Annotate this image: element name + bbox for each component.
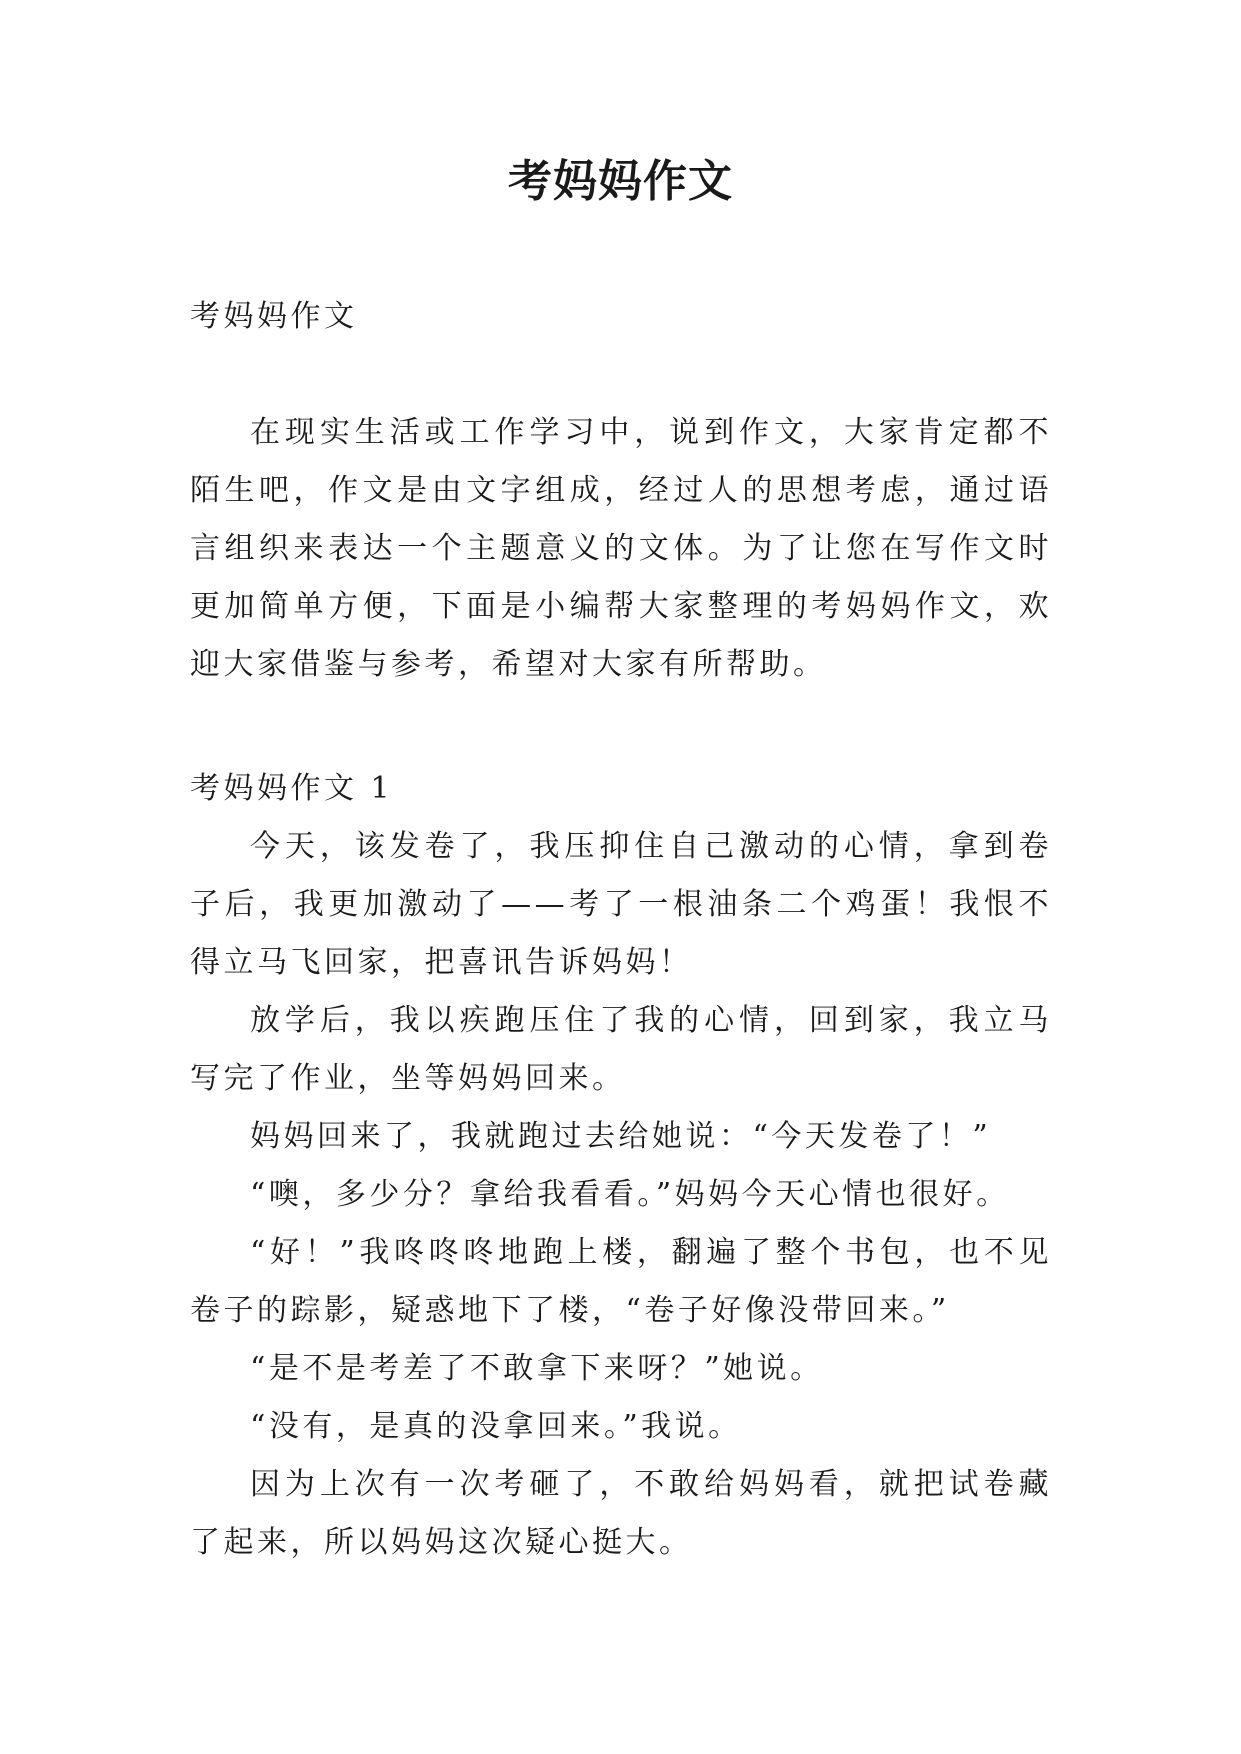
paragraph: “好！”我咚咚咚地跑上楼，翻遍了整个书包，也不见卷子的踪影，疑惑地下了楼，“卷子好像没带回来。” [190,1235,1052,1328]
paragraph: “噢，多少分？拿给我看看。”妈妈今天心情也很好。 [250,1177,1010,1212]
document-title: 考妈妈作文 [508,156,733,207]
section-heading: 考妈妈作文 1 [190,771,394,806]
paragraph: 妈妈回来了，我就跑过去给她说：“今天发卷了！” [250,1119,992,1154]
paragraph: 放学后，我以疾跑压住了我的心情，回到家，我立马写完了作业，坐等妈妈回来。 [190,1003,1052,1096]
paragraph: “没有，是真的没拿回来。”我说。 [250,1409,742,1444]
subtitle-text: 考妈妈作文 [190,299,358,334]
intro-paragraph: 在现实生活或工作学习中，说到作文，大家肯定都不陌生吧，作文是由文字组成，经过人的思想考虑，通过语言组织来表达一个主题意义的文体。为了让您在写作文时更加简单方便，下面是小编帮大家整理的考妈妈作文，欢迎大家借鉴与参考，希望对大家有所帮助。 [190,415,1052,682]
essay-section [190,760,1052,1572]
intro-section [190,404,1052,694]
paragraph: 今天，该发卷了，我压抑住自己激动的心情，拿到卷子后，我更加激动了——考了一根油条二个鸡蛋！我恨不得立马飞回家，把喜讯告诉妈妈！ [190,829,1052,980]
document-subtitle [190,288,1052,346]
paragraph: “是不是考差了不敢拿下来呀？”她说。 [250,1351,824,1386]
paragraph: 因为上次有一次考砸了，不敢给妈妈看，就把试卷藏了起来，所以妈妈这次疑心挺大。 [190,1467,1052,1560]
